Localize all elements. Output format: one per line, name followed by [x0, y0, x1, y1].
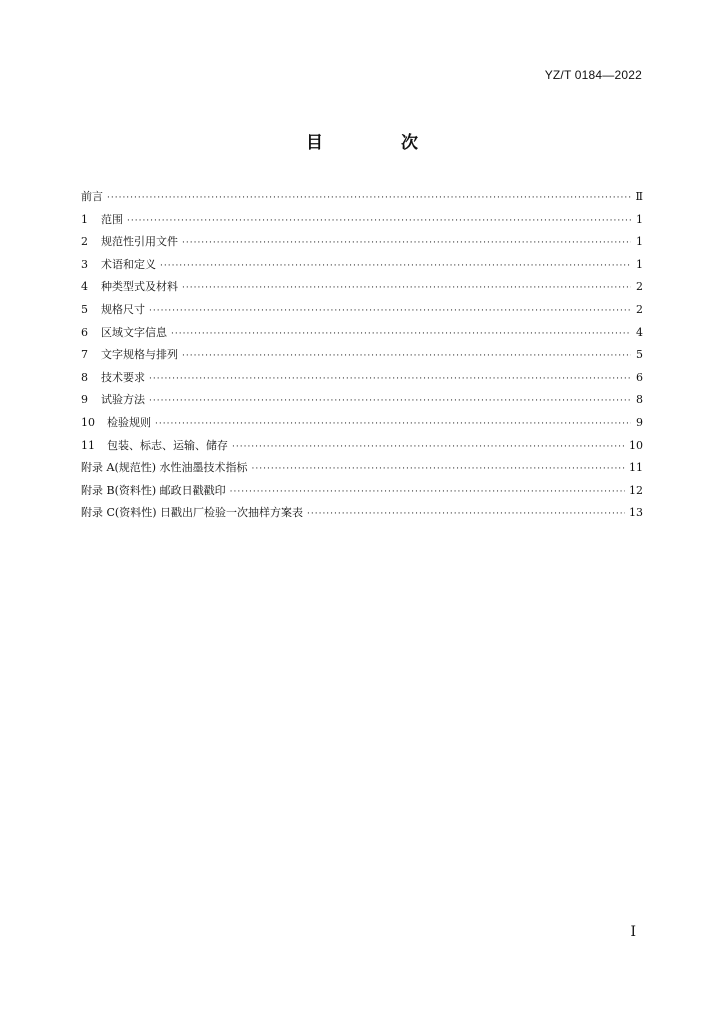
- dot-leader: [252, 458, 625, 481]
- toc-entry-label: 范围: [101, 212, 123, 226]
- toc-entry-10[interactable]: [81, 412, 643, 435]
- toc-entry-9[interactable]: [81, 389, 643, 412]
- toc-entry-page: 1: [636, 257, 643, 271]
- toc-entry-number: 3: [81, 257, 88, 271]
- toc-entry-label: 术语和定义: [101, 257, 156, 271]
- dot-leader: [171, 323, 631, 346]
- toc-entry-label: 检验规则: [107, 415, 151, 429]
- dot-leader: [232, 436, 625, 459]
- standard-number: YZ/T 0184—2022: [544, 68, 642, 82]
- toc-entry-page: 9: [636, 415, 643, 429]
- page-title: 目 次: [306, 133, 454, 153]
- toc-entry-annex-b[interactable]: [81, 480, 643, 503]
- dot-leader: [155, 413, 631, 436]
- toc-entry-number: 8: [81, 370, 88, 384]
- toc-entry-5[interactable]: [81, 299, 643, 322]
- toc-entry-label: 种类型式及材料: [101, 280, 178, 294]
- toc-entry-label: 文字规格与排列: [101, 348, 178, 362]
- toc-entry-number: 10: [81, 415, 95, 429]
- toc-entry-number: 5: [81, 302, 88, 316]
- table-of-contents: [81, 186, 643, 525]
- toc-entry-number: 4: [81, 280, 88, 294]
- toc-entry-label: 规格尺寸: [101, 302, 145, 316]
- toc-entry-label: 区域文字信息: [101, 325, 167, 339]
- toc-entry-page: 2: [636, 302, 643, 316]
- toc-entry-2[interactable]: [81, 231, 643, 254]
- toc-entry-number: 1: [81, 212, 88, 226]
- dot-leader: [307, 503, 625, 526]
- toc-entry-3[interactable]: [81, 254, 643, 277]
- toc-entry-page: 10: [629, 438, 643, 452]
- toc-entry-page: 4: [636, 325, 643, 339]
- toc-entry-number: 7: [81, 348, 88, 362]
- toc-entry-number: 11: [81, 438, 95, 452]
- toc-entry-page: 13: [629, 506, 643, 520]
- dot-leader: [160, 255, 631, 278]
- toc-entry-page: 1: [636, 212, 643, 226]
- dot-leader: [182, 277, 631, 300]
- toc-entry-8[interactable]: [81, 367, 643, 390]
- dot-leader: [149, 390, 631, 413]
- toc-entry-page: 6: [636, 370, 643, 384]
- toc-entry-annex-c[interactable]: [81, 502, 643, 525]
- toc-entry-page: 1: [636, 235, 643, 249]
- page-number: Ⅰ: [630, 924, 636, 940]
- toc-entry-number: 9: [81, 393, 88, 407]
- toc-entry-label: 试验方法: [101, 393, 145, 407]
- toc-entry-7[interactable]: [81, 344, 643, 367]
- dot-leader: [149, 300, 631, 323]
- toc-entry-label: 技术要求: [101, 370, 145, 384]
- dot-leader: [230, 481, 625, 504]
- toc-entry-label: 附录 A(规范性) 水性油墨技术指标: [81, 461, 248, 475]
- toc-entry-page: 8: [636, 393, 643, 407]
- toc-entry-1[interactable]: [81, 209, 643, 232]
- toc-entry-label: 附录 B(资料性) 邮政日戳戳印: [81, 483, 226, 497]
- toc-entry-number: 2: [81, 235, 88, 249]
- toc-entry-page: Ⅱ: [635, 190, 643, 203]
- toc-entry-page: 11: [629, 461, 643, 475]
- dot-leader: [182, 345, 631, 368]
- toc-entry-foreword[interactable]: [81, 186, 643, 209]
- toc-entry-number: 6: [81, 325, 88, 339]
- dot-leader: [182, 232, 631, 255]
- toc-entry-page: 12: [629, 483, 643, 497]
- toc-entry-page: 5: [636, 348, 643, 362]
- dot-leader: [107, 187, 631, 210]
- toc-entry-11[interactable]: [81, 435, 643, 458]
- toc-entry-label: 附录 C(资料性) 日戳出厂检验一次抽样方案表: [81, 506, 303, 520]
- dot-leader: [149, 368, 631, 391]
- toc-entry-6[interactable]: [81, 322, 643, 345]
- dot-leader: [127, 210, 631, 233]
- toc-entry-label: 包装、标志、运输、储存: [107, 438, 228, 452]
- toc-entry-page: 2: [636, 280, 643, 294]
- toc-entry-4[interactable]: [81, 276, 643, 299]
- toc-entry-annex-a[interactable]: [81, 457, 643, 480]
- toc-entry-label: 规范性引用文件: [101, 235, 178, 249]
- toc-entry-label: 前言: [81, 190, 103, 203]
